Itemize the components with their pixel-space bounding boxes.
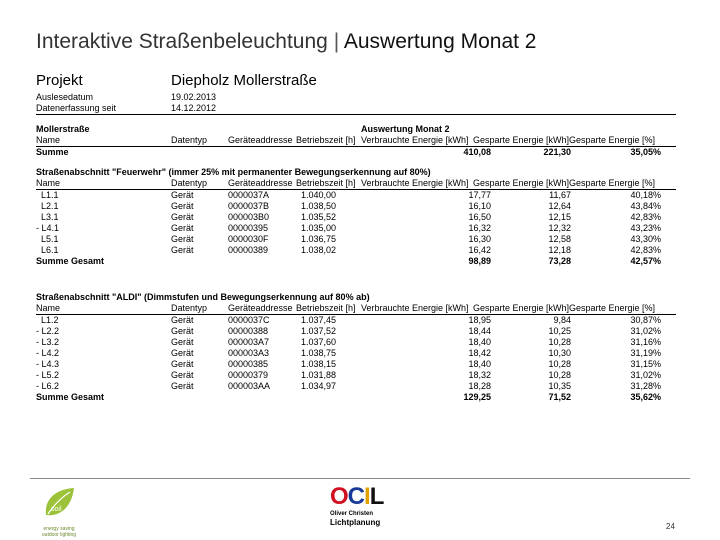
- field-row: Datenerfassung seit 14.12.2012: [36, 103, 676, 115]
- soil-logo: [38, 485, 80, 537]
- project-row: [36, 70, 676, 92]
- section-aldi: [36, 292, 676, 403]
- section-total-row: Summe Gesamt 98,89 73,28 42,57%: [36, 256, 661, 266]
- project-value: Diepholz Mollerstraße: [171, 72, 317, 89]
- table-row: - L4.3 Gerät 00000385 1.038,15 18,40 10,28 31,15%: [36, 359, 661, 369]
- title-main: Interaktive Straßenbeleuchtung: [36, 30, 328, 53]
- spreadsheet: [36, 70, 676, 403]
- summary-header-row: Name Datentyp Geräteaddresse Betriebszeit [h] Verbrauchte Energie [kWh] Gesparte Energie [kWh] Gesparte Energie [%]: [36, 135, 676, 147]
- project-label: Projekt: [36, 72, 83, 89]
- ocl-line1: Oliver Christen: [330, 511, 374, 517]
- table-row: - L5.2 Gerät 00000379 1.031,88 18,32 10,28 31,02%: [36, 370, 661, 380]
- section-title: Straßenabschnitt "ALDI" (Dimmstufen und Bewegungserkennung auf 80% ab): [36, 292, 370, 302]
- summary-total-row: Summe 410,08 221,30 35,05%: [36, 147, 661, 157]
- field-row: Auslesedatum 19.02.2013: [36, 92, 217, 102]
- section-feuerwehr: [36, 167, 676, 267]
- table-row: - L6.2 Gerät 000003AA 1.034,97 18,28 10,35 31,28%: [36, 381, 661, 391]
- title-separator: |: [333, 30, 340, 53]
- ocl-mark: OCIL: [330, 483, 384, 510]
- ocl-logo: [330, 484, 400, 528]
- section-title: Straßenabschnitt "Feuerwehr" (immer 25% mit permanenter Bewegungserkennung auf 80%): [36, 167, 431, 177]
- table-row: L2.1 Gerät 0000037B 1.038,50 16,10 12,64 43,84%: [41, 201, 661, 211]
- table-row: - L3.2 Gerät 000003A7 1.037,60 18,40 10,28 31,16%: [36, 337, 661, 347]
- summary-right-title: Auswertung Monat 2: [361, 124, 450, 134]
- table-row: L1.2 Gerät 0000037C 1.037,45 18,95 9,84 30,87%: [41, 315, 661, 325]
- section-header-row: Name Datentyp Geräteaddresse Betriebszeit [h] Verbrauchte Energie [kWh] Gesparte Energie [kWh] Gesparte Energie [%]: [36, 303, 676, 315]
- svg-text:soil: soil: [51, 506, 62, 513]
- section-header-row: Name Datentyp Geräteaddresse Betriebszeit [h] Verbrauchte Energie [kWh] Gesparte Energie [kWh] Gesparte Energie [%]: [36, 178, 676, 190]
- table-row: - L4.1 Gerät 00000395 1.035,00 16,32 12,32 43,23%: [36, 223, 661, 233]
- table-row: - L4.2 Gerät 000003A3 1.038,75 18,42 10,30 31,19%: [36, 348, 661, 358]
- soil-caption: energy saving outdoor lighting: [41, 526, 77, 538]
- table-row: - L2.2 Gerät 00000388 1.037,52 18,44 10,25 31,02%: [36, 326, 661, 336]
- table-row: L5.1 Gerät 0000030F 1.036,75 16,30 12,58 43,30%: [41, 234, 661, 244]
- table-row: L3.1 Gerät 000003B0 1.035,52 16,50 12,15 42,83%: [41, 212, 661, 222]
- section-total-row: Summe Gesamt 129,25 71,52 35,62%: [36, 392, 661, 402]
- summary-left-title: Mollerstraße: [36, 124, 90, 134]
- ocl-line2: Lichtplanung: [330, 518, 381, 527]
- title-accent: Auswertung Monat 2: [343, 30, 537, 53]
- table-row: L6.1 Gerät 00000389 1.038,02 16,42 12,18 42,83%: [41, 245, 661, 255]
- footer-divider: [30, 478, 690, 479]
- summary-title-row: [36, 124, 676, 135]
- table-row: L1.1 Gerät 0000037A 1.040,00 17,77 11,67 40,18%: [41, 190, 661, 200]
- page-number: 24: [666, 522, 675, 531]
- slide-title: [36, 30, 536, 54]
- leaf-icon: [38, 485, 80, 521]
